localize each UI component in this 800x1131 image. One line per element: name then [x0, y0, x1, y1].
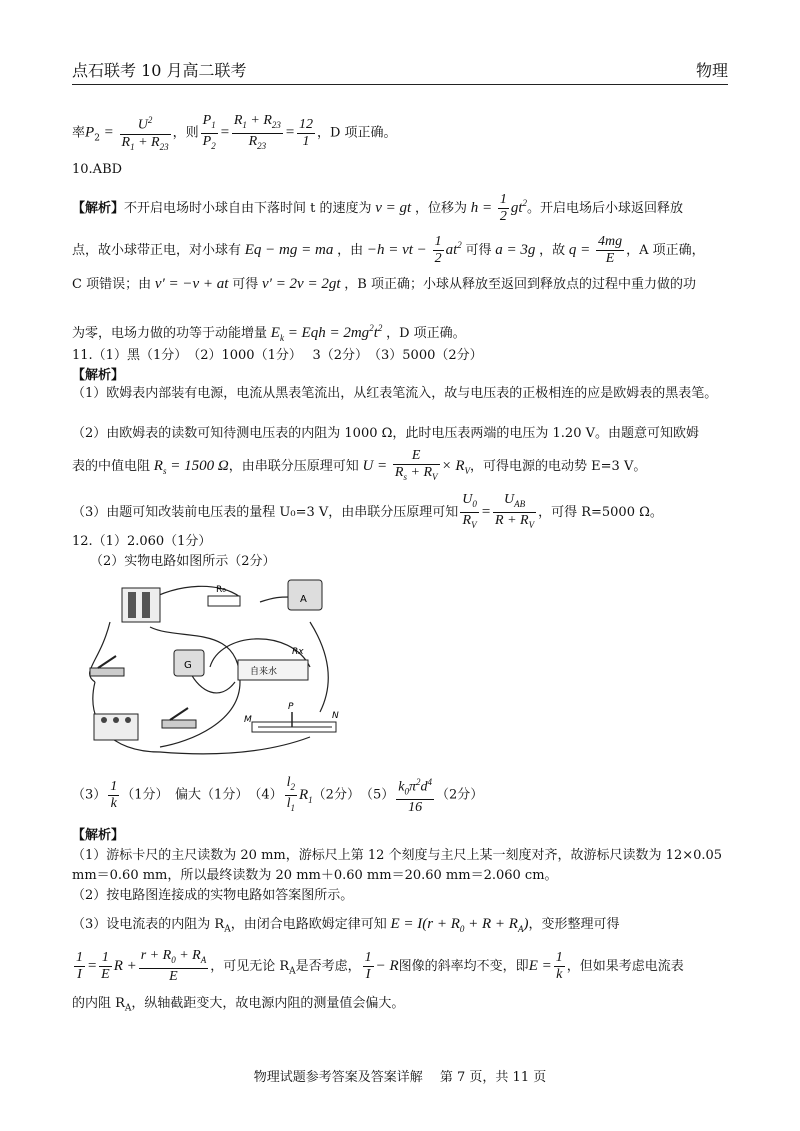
svg-text:自来水: 自来水 [250, 667, 278, 677]
header-subject: 物理 [695, 61, 728, 80]
q12-part3: （3） $\frac{1}{k}$ （1分） 偏大（1分） （4） $\frac{l_2}{l_1}$ $R_1(2$分） （5） $\frac{k_0\pi^2d^4}{16}$ （2分） [72, 774, 484, 816]
q12-answer: 12.（1）2.060（1分） [72, 534, 212, 549]
svg-text:M: M [244, 715, 252, 725]
q11-p2: （2）由欧姆表的读数可知待测电压表的内阻为 1000 Ω，此时电压表两端的电压为 1.20 V。由题意可知欧姆 [72, 426, 699, 441]
q10-answer: 10.ABD [72, 162, 123, 177]
resistor-r0-icon [208, 585, 240, 606]
q11-p3: 表的中值电阻 $R_s = 1500$ Ω，由串联分压原理可知 U = $\frac{E}{R_s + R_V}$ × $R_V$，可得电源的电动势 E=3 V。 [72, 448, 647, 482]
q9-conclusion: 率$P_2$ = $\frac{U^2}{R_1 + R_{23}}$ ，则 $\frac{P_1}{P_2}$ = $\frac{R_1 + R_{23}}{R_{23}}$ = $\frac{12}{1}$ ，D 项正确。 [72, 112, 397, 152]
q11-p1: （1）欧姆表内部装有电源，电流从黑表笔流出，从红表笔流入，故与电压表的正极相连的应是欧姆表的黑表笔。 [72, 386, 718, 401]
galvanometer-icon [174, 650, 204, 676]
svg-text:A: A [300, 594, 307, 605]
q12-part2: （2）实物电路如图所示（2分） [90, 554, 276, 569]
svg-text:N: N [332, 711, 339, 721]
q12-tag: 【解析】 [72, 828, 125, 843]
q12-e3: （2）按电路图连接成的实物电路如答案图所示。 [72, 888, 354, 903]
q10-line2: 点，故小球带正电，对小球有 Eq − mg = ma ，由 −h = vt − $\frac{1}{2}$ $at^2$ 可得 a = 3g ，故 q = $\frac{4mg}{E}$ ，A 项正确， [72, 234, 705, 266]
battery-icon [122, 588, 160, 622]
svg-text:Rx: Rx [292, 647, 304, 657]
q12-e2: mm＝0.60 mm，所以最终读数为 20 mm＋0.60 mm＝20.60 mm＝2.060 cm。 [72, 868, 558, 883]
q10-line1: 【解析】不开启电场时小球自由下落时间 t 的速度为 v = gt ，位移为 h = $\frac{1}{2}$ $gt^2$。开启电场后小球返回释放 [72, 192, 684, 224]
circuit-diagram [70, 572, 350, 762]
svg-text:R₀: R₀ [216, 585, 226, 595]
q10-line4: 为零，电场力做的功等于动能增量 $E_k$ = Eqh = $2mg^2t^2$ ，D 项正确。 [72, 323, 466, 343]
power-supply-icon [94, 714, 138, 740]
page-footer: 物理试题参考答案及答案详解 第 7 页，共 11 页 [253, 1070, 547, 1085]
slide-wire-icon [244, 702, 339, 732]
header-title: 点石联考 10 月高二联考 [72, 61, 247, 80]
page-header [72, 58, 728, 85]
svg-text:P: P [288, 702, 294, 712]
q12-e6: 的内阻 $R_A$，纵轴截距变大，故电源内阻的测量值会偏大。 [72, 996, 405, 1014]
svg-text:G: G [184, 660, 192, 671]
q12-e5: $\frac{1}{I}$ = $\frac{1}{E}$ R + $\frac{r + R_0 + R_A}{E}$ ，可见无论 $R_A$是否考虑， $\frac{1}{I}$ − R图像的斜率均不变，即E = $\frac{1}{k}$ ，但如果考虑电流表 [76, 948, 684, 984]
q11-tag: 【解析】 [72, 368, 125, 383]
q10-line3: C 项错误；由 v′ = −v + at 可得 v′ = 2v = 2gt ，B 项正确；小球从释放至返回到释放点的过程中重力做的功 [72, 276, 696, 292]
q12-e1: （1）游标卡尺的主尺读数为 20 mm，游标尺上第 12 个刻度与主尺上某一刻度对齐，故游标尺读数为 12×0.05 [72, 848, 723, 863]
q11-p4: （3）由题可知改装前电压表的量程 U₀=3 V，由串联分压原理可知 $\frac{U_0}{R_V}$ = $\frac{U_{AB}}{R + R_V}$ ，可得 R=5000 Ω。 [72, 492, 663, 530]
switch2-icon [162, 708, 196, 728]
q12-e4: （3）设电流表的内阻为 $R_A$，由闭合电路欧姆定律可知 $E = I(r + R_0 + R + R_A)$，变形整理可得 [72, 916, 620, 935]
q11-answer: 11.（1）黑（1分） （2）1000（1分） 3（2分） （3）5000（2分） [72, 348, 483, 363]
ammeter-icon [288, 580, 322, 610]
water-tube-icon [238, 647, 308, 680]
